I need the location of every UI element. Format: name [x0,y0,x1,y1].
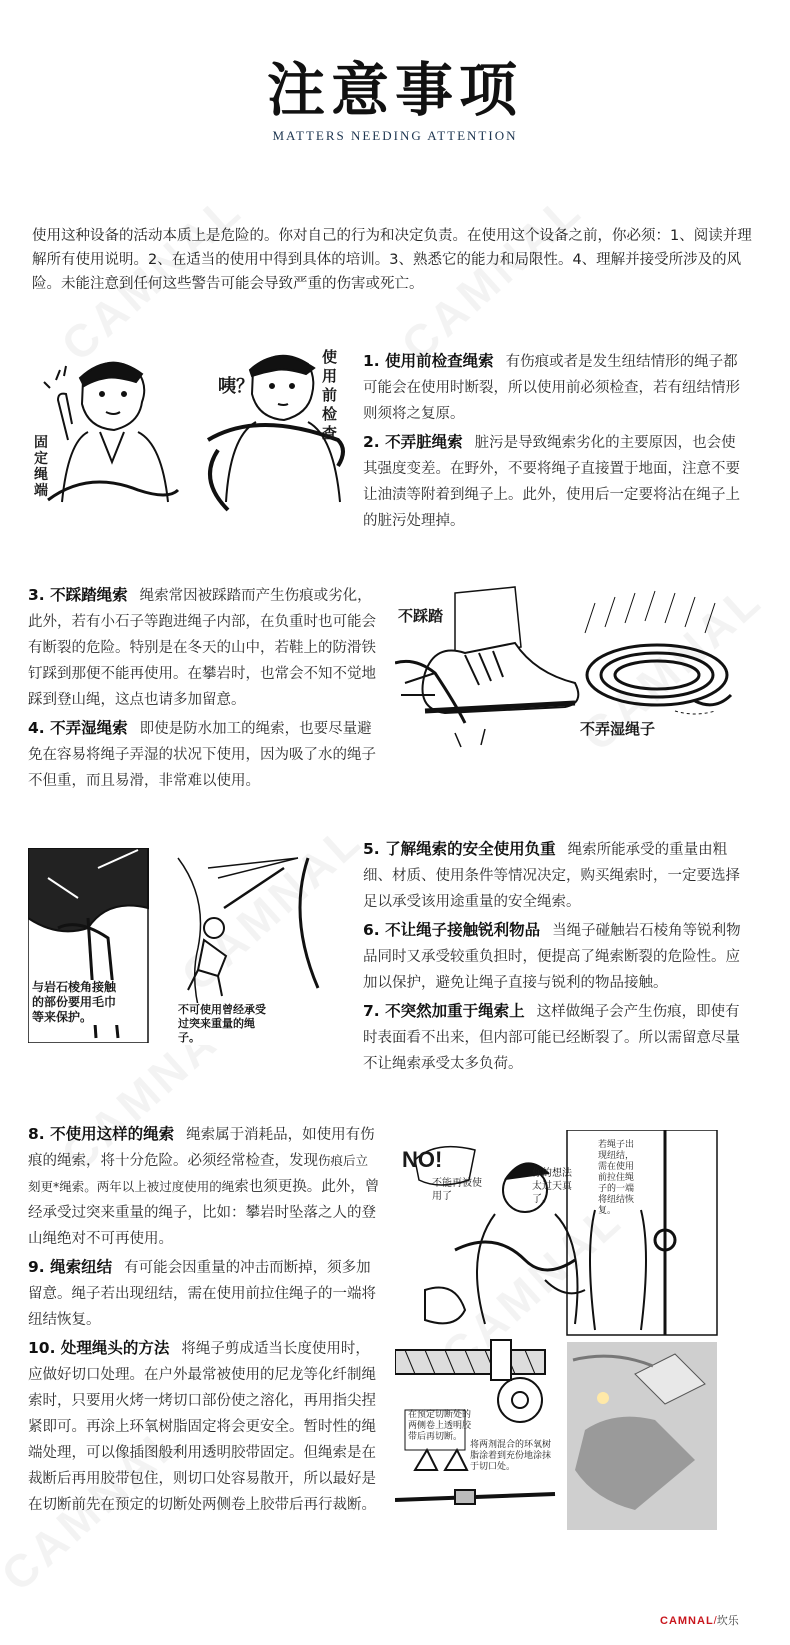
list-item [363,998,743,1077]
item-body: 有可能会因重量的冲击而断掉，须多加留意。绳子若出现纽结，需在使用前拉住绳子的一端将纽结恢复。 [28,1260,376,1328]
item-body: 绳索属于消耗品，如使用有伤痕的绳索，将十分危险。必须经常检查，发现 [28,1127,375,1169]
label-no-old-rope: 不可使用曾经承受过突来重量的绳子。 [178,1003,274,1045]
item-title: 4. 不弄湿绳索 [28,719,128,737]
list-item [363,348,741,427]
list-item [363,836,743,915]
list-item [28,715,380,794]
list-item [28,1335,380,1518]
list-item [28,1254,380,1333]
intro-paragraph: 使用这种设备的活动本质上是危险的。你对自己的行为和决定负责。在使用这个设备之前，你必须：1、阅读并理解所有使用说明。2、在适当的使用中得到具体的培训。3、熟悉它的能力和局限性。4、理解并接受所涉及的风险。未能注意到任何这些警告可能会导致严重的伤害或死亡。 [32,228,752,292]
label-not-used: 不能再被使用了 [432,1178,482,1202]
item-title: 7. 不突然加重于绳索上 [363,1002,525,1020]
label-eh: 咦？ [218,376,254,397]
section2-text [28,582,380,796]
item-body: 即使是防水加工的绳索，也要尽量避免在容易将绳子弄湿的状况下使用，因为吸了水的绳子不但重，而且易滑，非常难以使用。 [28,721,376,789]
section4-text [28,1121,380,1520]
list-item [28,1121,380,1252]
section3-text [363,836,743,1079]
list-item [28,582,380,713]
item-body: 将绳子剪成适当长度使用时，应做好切口处理。在户外最常被使用的尼龙等化纤制绳索时，只要用火烤一烤切口部份使之溶化，再用指尖捏紧即可。再涂上环氧树脂固定将会更安全。暂时性的绳端处理，可以像插图般利用透明胶带固定。但绳索是在裁断后再用胶带包住，则切口处容易散开，所以最好是在切断前先在预定的切断处两侧卷上胶带后再行裁断。 [28,1341,376,1513]
label-knot: 若绳子出现纽结，需在使用前拉住绳子的一端将纽结恢复。 [598,1140,638,1217]
item-title: 2. 不弄脏绳索 [363,433,463,451]
item-title: 1. 使用前检查绳索 [363,352,494,370]
label-tape: 在预定切断处的两侧卷上透明胶带后再切断。 [408,1410,472,1442]
brand-name: CAMNAL [660,1615,714,1627]
item-body: 当绳子碰触岩石棱角等锐利物品同时又承受较重负担时，便提高了绳索断裂的危险性。应加以保护，避免让绳子直接与锐利的物品接触。 [363,923,741,991]
item-title: 3. 不踩踏绳索 [28,586,128,604]
item-body-small: 伤痕后立刻更*绳索。两年以上被过度使用的绳 [28,1153,369,1194]
page-subtitle: MATTERS NEEDING ATTENTION [272,128,518,143]
list-item [363,917,743,996]
illustration-inspect-rope [28,340,358,515]
section1-text [363,348,741,536]
item-title: 10. 处理绳头的方法 [28,1339,170,1357]
label-check-before-use: 使用前检查 [322,348,338,442]
label-no-step: 不踩踏 [398,607,444,625]
label-no-wet: 不弄湿绳子 [580,720,656,738]
brand-logo [660,1612,739,1628]
label-fix-end: 固定绳端 [34,435,48,499]
list-item [363,429,741,534]
item-body: 这样做绳子会产生伤痕，即使有时表面看不出来，但内部可能已经断裂了。所以需留意尽量不让绳索承受太多负荷。 [363,1004,740,1072]
item-body: 脏污是导致绳索劣化的主要原因，也会使其强度变差。在野外，不要将绳子直接置于地面，注意不要让油渍等附着到绳子上。此外，使用后一定要将沾在绳子上的脏污处理掉。 [363,435,740,529]
illustration-no-step-no-wet [395,583,735,763]
brand-name-cn: 坎乐 [716,1615,739,1627]
item-title: 8. 不使用这样的绳索 [28,1125,175,1143]
item-title: 6. 不让绳子接触锐利物品 [363,921,541,939]
label-rock-contact: 与岩石棱角接触的部份要用毛巾等来保护。 [32,980,124,1025]
label-you-think: 你的想法太过天真了。 [532,1168,572,1205]
item-title: 9. 绳索纽结 [28,1258,113,1276]
item-title: 5. 了解绳索的安全使用负重 [363,840,556,858]
label-epoxy: 将两剂混合的环氧树脂涂着到充份地涂抹于切口处。 [470,1440,558,1473]
label-no: NO! [402,1147,443,1172]
item-body: 有伤痕或者是发生纽结情形的绳子都可能会在使用时断裂，所以使用前必须检查，若有纽结情形则须将之复原。 [363,354,740,422]
item-body: 绳索常因被踩踏而产生伤痕或劣化，此外，若有小石子等跑进绳子内部，在负重时也可能会有断裂的危险。特别是在冬天的山中，若鞋上的防滑铁钉踩到那便不能再使用。在攀岩时，也常会不知不觉地踩到登山绳，这点也请多加留意。 [28,588,376,708]
item-body: 绳索所能承受的重量由粗细、材质、使用条件等情况决定，购买绳索时，一定要选择足以承受该用途重量的安全绳索。 [363,842,740,910]
brand-separator: / [713,1615,717,1627]
page-title: 注意事项 [266,56,523,124]
item-body: 索也须更换。此外，曾经承受过突来重量的绳子，比如：攀岩时坠落之人的登山绳绝对不可再使用。 [28,1179,380,1247]
